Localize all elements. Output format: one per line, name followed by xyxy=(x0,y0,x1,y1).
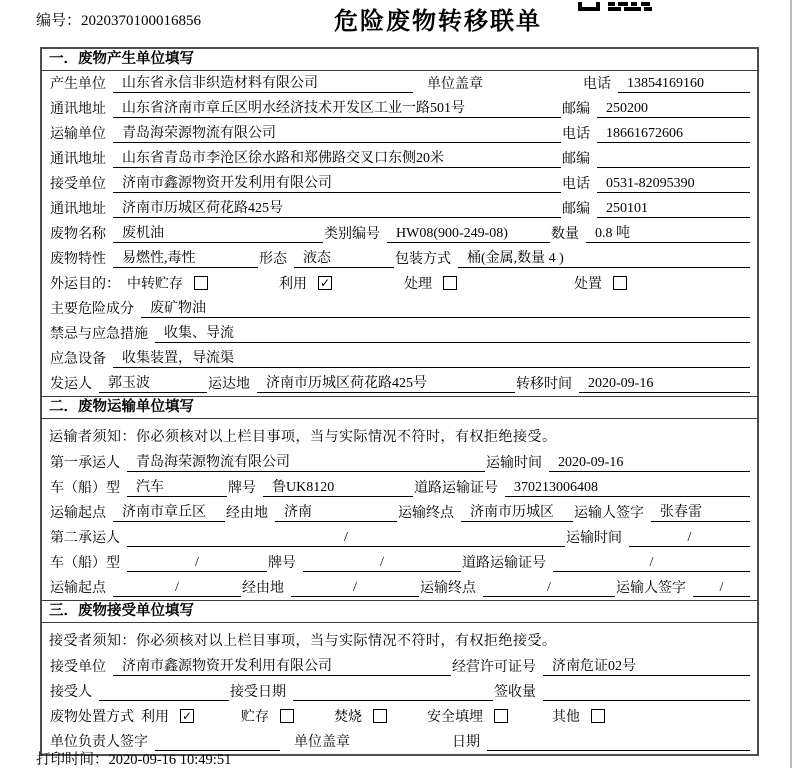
field-label: 接受人 xyxy=(50,685,92,700)
checkbox-option xyxy=(552,706,605,726)
field-label: 通讯地址 xyxy=(50,152,106,167)
field-label: 经由地 xyxy=(242,581,284,596)
field-underline xyxy=(586,224,750,243)
field-value: 250200 xyxy=(606,101,648,116)
field-underline xyxy=(141,299,750,318)
field-label: 经营许可证号 xyxy=(452,660,536,675)
field-label: 外运目的： xyxy=(50,277,120,292)
field-underline xyxy=(113,74,413,93)
checkbox-label: 利用 xyxy=(279,277,307,292)
field-value: 250101 xyxy=(606,201,648,216)
field-value: 济南市鑫源物资开发利用有限公司 xyxy=(122,176,332,191)
print-time-label: 打印时间： xyxy=(36,752,109,768)
form-section-1 xyxy=(42,49,757,396)
field-underline xyxy=(113,174,561,193)
field-label: 发运人 xyxy=(50,377,92,392)
form-row xyxy=(42,550,757,575)
form-row xyxy=(42,71,757,96)
field-label: 单位盖章 xyxy=(294,735,350,750)
field-value: 济南市历城区荷花路425号 xyxy=(266,376,427,391)
field-label: 运输单位 xyxy=(50,127,106,142)
field-value: / xyxy=(687,530,692,545)
field-underline xyxy=(597,149,750,168)
field-value: 济南市历城区荷花路425号 xyxy=(122,201,283,216)
field-underline xyxy=(113,349,750,368)
checkbox-label: 处理 xyxy=(404,277,432,292)
field-label: 产生单位 xyxy=(50,77,106,92)
field-value: 废机油 xyxy=(122,226,164,241)
qr-code-fragment-icon xyxy=(578,0,652,16)
field-value: 郭玉波 xyxy=(108,376,150,391)
field-label: 车（船）型 xyxy=(50,481,120,496)
field-value: 易燃性,毒性 xyxy=(122,251,196,266)
checkbox-option xyxy=(427,706,552,726)
form-row xyxy=(42,296,757,321)
field-value: HW08(900-249-08) xyxy=(396,226,508,241)
field-value: 济南 xyxy=(284,505,312,520)
checkbox-option xyxy=(127,273,279,293)
field-label: 运输时间 xyxy=(566,531,622,546)
field-value: / xyxy=(649,555,654,570)
field-value: 鲁UK8120 xyxy=(272,480,335,495)
field-label: 接受单位 xyxy=(50,660,106,675)
field-underline xyxy=(618,74,750,93)
field-label: 牌号 xyxy=(228,481,256,496)
field-label: 第二承运人 xyxy=(50,531,120,546)
field-underline xyxy=(113,578,241,597)
field-label: 形态 xyxy=(259,252,287,267)
field-value: / xyxy=(195,555,199,570)
field-underline xyxy=(461,503,573,522)
field-label: 邮编 xyxy=(562,152,590,167)
field-underline xyxy=(579,374,750,393)
field-label: 包装方式 xyxy=(395,252,451,267)
checkbox-option xyxy=(574,273,627,293)
field-label: 单位盖章 xyxy=(427,77,483,92)
form-row xyxy=(42,171,757,196)
checkbox-label: 利用 xyxy=(141,710,169,725)
document-header xyxy=(0,0,796,46)
field-value: 张春雷 xyxy=(660,505,702,520)
checkbox-option xyxy=(141,706,241,726)
field-underline xyxy=(263,478,413,497)
notice-text: 接受者须知：你必须核对以上栏目事项，当与实际情况不符时，有权拒绝接受。 xyxy=(49,633,557,649)
form-row xyxy=(42,96,757,121)
field-value: 济南市历城区 xyxy=(470,505,554,520)
field-value: 0531-82095390 xyxy=(606,176,695,191)
field-underline xyxy=(543,682,750,701)
page-title: 危险废物转移联单 xyxy=(334,8,542,35)
checkbox-label: 中转贮存 xyxy=(127,277,183,292)
form-section-3 xyxy=(42,600,757,754)
checkbox-unchecked-icon xyxy=(613,276,627,290)
checkbox-option xyxy=(279,273,404,293)
field-label: 电话 xyxy=(583,77,611,92)
form-row xyxy=(42,679,757,704)
checkbox-label: 其他 xyxy=(552,710,580,725)
checkbox-checked-icon: ✓ xyxy=(181,708,193,723)
field-value: 青岛海荣源物流有限公司 xyxy=(122,126,276,141)
document-number-value: 2020370100016856 xyxy=(81,13,202,29)
form-row xyxy=(42,246,757,271)
field-label: 废物特性 xyxy=(50,252,106,267)
field-value: 山东省永信非织造材料有限公司 xyxy=(122,76,318,91)
form-row xyxy=(42,450,757,475)
checkbox-label: 贮存 xyxy=(241,710,269,725)
checkbox-unchecked-icon xyxy=(194,276,208,290)
form-row xyxy=(42,271,757,296)
field-underline xyxy=(127,453,485,472)
form-row xyxy=(42,475,757,500)
field-label: 经由地 xyxy=(226,506,268,521)
field-value: 山东省青岛市李沧区徐水路和郑佛路交叉口东侧20米 xyxy=(122,151,444,166)
field-label: 废物处置方式 xyxy=(50,710,134,725)
field-value: 桶(金属,数量 4 ) xyxy=(467,251,564,266)
checkbox-unchecked-icon xyxy=(443,276,457,290)
section-title: 三．废物接受单位填写 xyxy=(42,600,757,623)
field-underline xyxy=(99,682,229,701)
field-value: 济南市章丘区 xyxy=(122,505,206,520)
field-underline xyxy=(113,503,225,522)
field-value: / xyxy=(547,580,551,595)
field-label: 道路运输证号 xyxy=(462,556,546,571)
field-value: 0.8 吨 xyxy=(595,226,630,241)
field-underline xyxy=(549,453,750,472)
field-label: 运输人签字 xyxy=(574,506,644,521)
field-underline xyxy=(127,553,267,572)
field-label: 禁忌与应急措施 xyxy=(50,327,148,342)
field-label: 运输时间 xyxy=(486,456,542,471)
form-row xyxy=(42,121,757,146)
field-underline xyxy=(303,553,461,572)
field-label: 邮编 xyxy=(562,102,590,117)
print-time xyxy=(36,748,231,769)
field-label: 应急设备 xyxy=(50,352,106,367)
field-underline xyxy=(113,249,258,268)
checkbox-option xyxy=(404,273,574,293)
field-label: 通讯地址 xyxy=(50,102,106,117)
form-row xyxy=(42,321,757,346)
form-row xyxy=(42,221,757,246)
field-value: / xyxy=(380,555,384,570)
field-label: 签收量 xyxy=(494,685,536,700)
checkbox-unchecked-icon xyxy=(591,709,605,723)
checkbox-checked-icon: ✓ xyxy=(319,275,331,290)
checkbox-option xyxy=(334,706,427,726)
field-underline xyxy=(99,374,207,393)
field-underline xyxy=(257,374,515,393)
field-underline xyxy=(294,249,394,268)
form-row xyxy=(42,654,757,679)
field-value: 18661672606 xyxy=(606,126,683,141)
document-number-label: 编号： xyxy=(36,13,82,29)
field-underline xyxy=(127,478,227,497)
field-label: 转移时间 xyxy=(516,377,572,392)
field-underline xyxy=(293,682,493,701)
field-label: 电话 xyxy=(562,127,590,142)
field-label: 接受日期 xyxy=(230,685,286,700)
field-underline xyxy=(113,149,561,168)
field-label: 运输起点 xyxy=(50,506,106,521)
field-value: 收集装置，导流渠 xyxy=(122,351,234,366)
field-underline xyxy=(483,578,615,597)
section-title: 二．废物运输单位填写 xyxy=(42,396,757,419)
field-label: 主要危险成分 xyxy=(50,302,134,317)
form-section-2 xyxy=(42,396,757,600)
field-underline xyxy=(127,528,565,547)
field-label: 电话 xyxy=(562,177,590,192)
field-value: 青岛海荣源物流有限公司 xyxy=(136,455,290,470)
notice-text: 运输者须知：你必须核对以上栏目事项，当与实际情况不符时，有权拒绝接受。 xyxy=(49,429,557,445)
form-table xyxy=(40,47,759,756)
field-underline xyxy=(291,578,419,597)
field-value: 2020-09-16 xyxy=(558,455,624,470)
page-edge-line xyxy=(790,0,792,768)
field-underline xyxy=(113,99,561,118)
field-label: 第一承运人 xyxy=(50,456,120,471)
field-value: 370213006408 xyxy=(514,480,598,495)
field-label: 运输人签字 xyxy=(616,581,686,596)
form-row xyxy=(42,500,757,525)
field-underline xyxy=(113,199,561,218)
field-underline xyxy=(458,249,750,268)
field-value: 收集、导流 xyxy=(164,326,234,341)
field-label: 运输起点 xyxy=(50,581,106,596)
field-value: / xyxy=(719,580,724,595)
field-value: 济南危证02号 xyxy=(552,659,636,674)
field-label: 邮编 xyxy=(562,202,590,217)
field-value: 汽车 xyxy=(136,480,164,495)
field-underline xyxy=(597,124,750,143)
field-label: 日期 xyxy=(452,735,480,750)
field-underline xyxy=(505,478,750,497)
field-underline xyxy=(275,503,397,522)
field-value: 济南市鑫源物资开发利用有限公司 xyxy=(122,659,332,674)
form-row xyxy=(42,346,757,371)
field-underline xyxy=(597,99,750,118)
field-underline xyxy=(113,657,451,676)
field-value: / xyxy=(344,530,348,545)
section-title: 一．废物产生单位填写 xyxy=(42,49,757,71)
field-underline xyxy=(597,199,750,218)
checkbox-label: 焚烧 xyxy=(334,710,362,725)
form-row xyxy=(42,575,757,600)
field-label: 数量 xyxy=(551,227,579,242)
field-underline xyxy=(543,657,750,676)
print-time-value: 2020-09-16 10:49:51 xyxy=(108,752,232,768)
field-value: / xyxy=(175,580,179,595)
field-underline xyxy=(113,124,561,143)
field-underline xyxy=(693,578,750,597)
field-label: 道路运输证号 xyxy=(414,481,498,496)
field-underline xyxy=(553,553,750,572)
field-value: 山东省济南市章丘区明水经济技术开发区工业一路501号 xyxy=(122,101,465,116)
field-underline xyxy=(487,732,750,751)
field-underline xyxy=(155,324,750,343)
form-row xyxy=(42,196,757,221)
field-label: 通讯地址 xyxy=(50,202,106,217)
checkbox-unchecked-icon xyxy=(494,709,508,723)
field-value: 13854169160 xyxy=(627,76,704,91)
field-value: 废矿物油 xyxy=(150,301,206,316)
field-underline xyxy=(651,503,750,522)
field-label: 运输终点 xyxy=(398,506,454,521)
field-label: 牌号 xyxy=(268,556,296,571)
field-underline xyxy=(629,528,750,547)
field-underline xyxy=(597,174,750,193)
field-label: 废物名称 xyxy=(50,227,106,242)
field-label: 接受单位 xyxy=(50,177,106,192)
field-label: 类别编号 xyxy=(324,227,380,242)
form-row xyxy=(42,146,757,171)
field-value: / xyxy=(353,580,357,595)
checkbox-option xyxy=(241,706,334,726)
form-row xyxy=(42,525,757,550)
checkbox-label: 处置 xyxy=(574,277,602,292)
checkbox-unchecked-icon xyxy=(280,709,294,723)
field-label: 车（船）型 xyxy=(50,556,120,571)
field-label: 单位负责人签字 xyxy=(50,735,148,750)
field-label: 运达地 xyxy=(208,377,250,392)
form-row xyxy=(42,704,757,729)
field-value: 2020-09-16 xyxy=(588,376,654,391)
field-label: 运输终点 xyxy=(420,581,476,596)
field-value: 液态 xyxy=(303,251,331,266)
checkbox-label: 安全填埋 xyxy=(427,710,483,725)
checkbox-unchecked-icon xyxy=(373,709,387,723)
field-underline xyxy=(113,224,323,243)
form-row xyxy=(42,371,757,396)
field-underline xyxy=(387,224,550,243)
